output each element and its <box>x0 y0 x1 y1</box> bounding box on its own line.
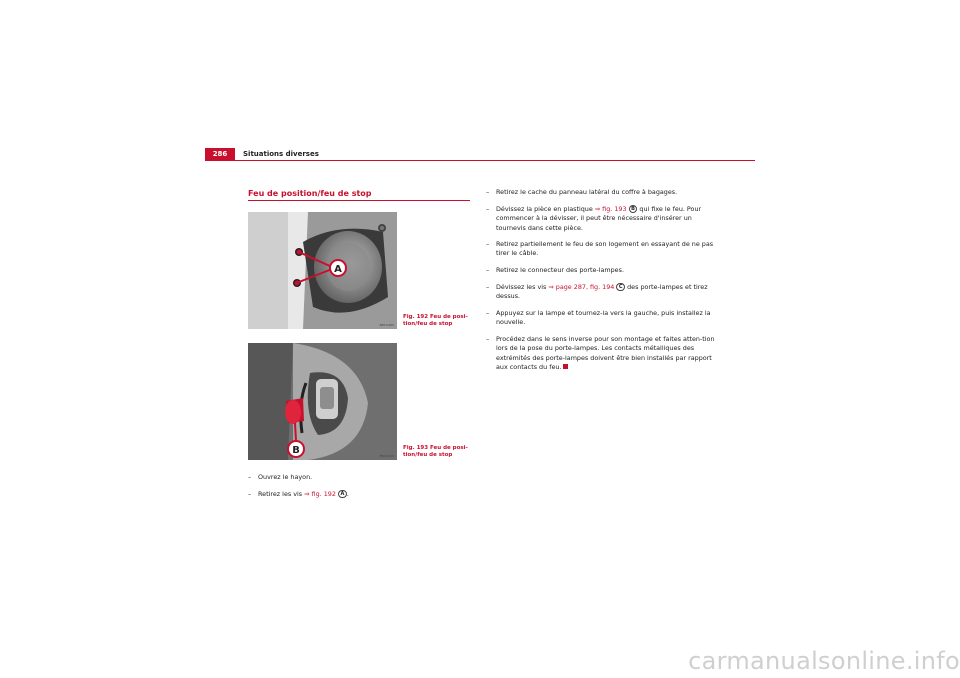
step-text <box>496 335 716 373</box>
taillight-housing-illustration <box>248 212 397 329</box>
figure-193-photo <box>248 343 397 460</box>
section-divider <box>248 200 470 201</box>
right-step-5 <box>486 283 716 302</box>
header-divider <box>205 160 755 161</box>
right-step-6 <box>486 309 716 328</box>
bullet-dash: – <box>486 309 490 317</box>
watermark: carmanualsonline.info <box>688 647 960 675</box>
caption-line: tion/feu de stop <box>403 321 453 327</box>
step-text <box>258 490 470 499</box>
figure-reference-link[interactable]: ⇒ fig. 192 <box>304 490 338 498</box>
chapter-title: Situations diverses <box>243 150 319 158</box>
right-step-3 <box>486 240 716 259</box>
left-step-1 <box>248 473 470 482</box>
step-text: Retirez le connecteur des porte-lampes. <box>496 266 624 274</box>
photo-code: B5P-0485 <box>379 323 394 327</box>
callout-b: B <box>292 445 300 456</box>
caption-line: Fig. 193 Feu de posi- <box>403 445 468 451</box>
end-of-section-marker <box>563 364 568 369</box>
caption-line: tion/feu de stop <box>403 452 453 458</box>
section-title: Feu de position/feu de stop <box>248 189 372 198</box>
callout-badge: A <box>338 490 347 498</box>
page-reference-link[interactable]: ⇒ page 287, fig. 194 <box>548 283 617 291</box>
taillight-removal-illustration <box>248 343 397 460</box>
step-text-part: des porte-lampes et tirez dessus. <box>496 283 708 301</box>
step-text: Retirez partiellement le feu de son logement en essayant de ne pas tirer le câble. <box>496 240 714 258</box>
step-text-part: Procédez dans le sens inverse pour son montage et faites atten-tion lors de la pose du porte-lampes. Les contacts métalliques des extrémités des porte-lampes doivent être bien installés par rapport aux contacts du feu. <box>496 335 715 372</box>
bullet-dash: – <box>486 188 490 196</box>
step-text-part: Dévissez les vis <box>496 283 549 291</box>
figure-192-caption <box>403 314 473 328</box>
bullet-dash: – <box>486 240 490 248</box>
right-step-1 <box>486 188 716 197</box>
caption-line: Fig. 192 Feu de posi- <box>403 314 468 320</box>
left-step-2 <box>248 490 470 499</box>
bullet-dash: – <box>486 266 490 274</box>
photo-code: B5P-0340 <box>379 454 394 458</box>
bullet-dash: – <box>248 490 252 498</box>
page-number: 286 <box>212 150 228 158</box>
callout-badge: B <box>629 205 638 213</box>
figure-193-caption <box>403 445 473 459</box>
step-text-part: Retirez les vis <box>258 490 305 498</box>
step-text <box>496 205 716 233</box>
bullet-dash: – <box>486 205 490 213</box>
callout-a: A <box>334 264 342 275</box>
right-step-4 <box>486 266 716 275</box>
right-step-2 <box>486 205 716 233</box>
figure-192-photo <box>248 212 397 329</box>
step-text: Retirez le cache du panneau latéral du coffre à bagages. <box>496 188 678 196</box>
step-text-part: . <box>346 490 349 498</box>
step-text: Appuyez sur la lampe et tournez-la vers la gauche, puis installez la nouvelle. <box>496 309 711 327</box>
callout-badge: C <box>616 283 625 291</box>
step-text <box>496 283 716 302</box>
figure-reference-link[interactable]: ⇒ fig. 193 <box>594 205 629 213</box>
step-text-part: Dévissez la pièce en plastique <box>496 205 595 213</box>
bullet-dash: – <box>248 473 252 481</box>
bullet-dash: – <box>486 335 490 343</box>
step-text-part: qui fixe le feu. Pour commencer à la dévisser, il peut être nécessaire d'insérer un tournevis dans cette pièce. <box>496 205 702 232</box>
bullet-dash: – <box>486 283 490 291</box>
right-step-7 <box>486 335 716 373</box>
step-text: Ouvrez le hayon. <box>258 473 313 481</box>
